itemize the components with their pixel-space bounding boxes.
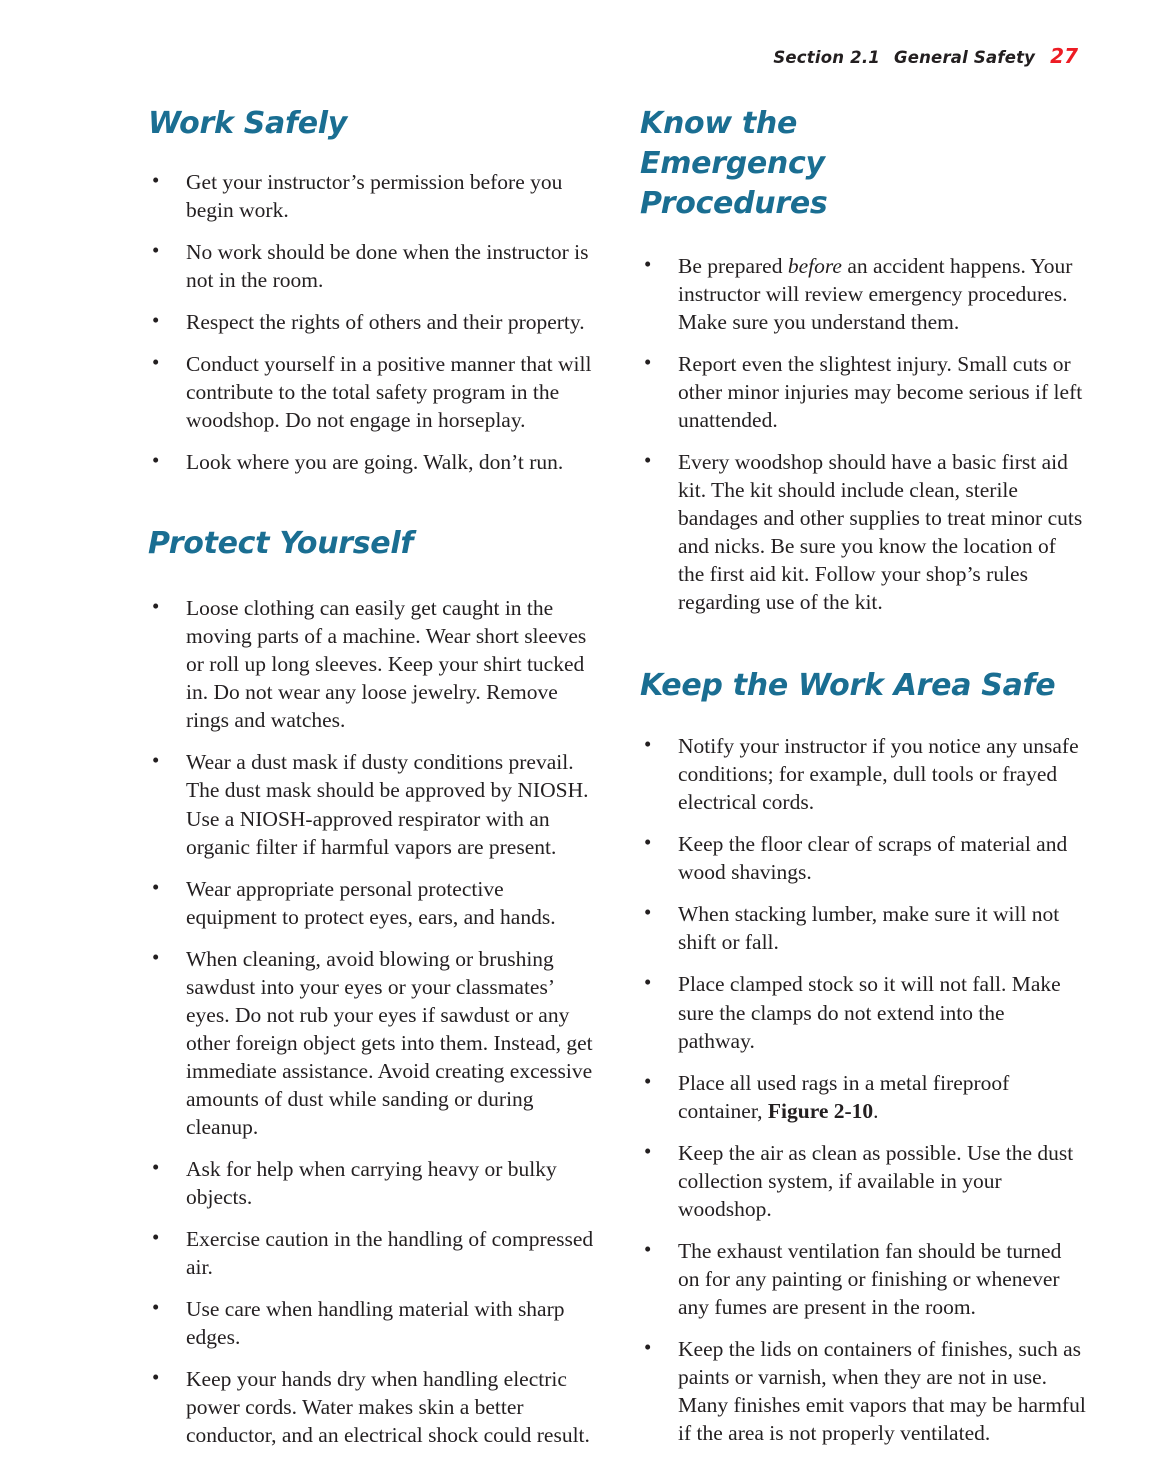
heading-know-emergency-procedures: Know the Emergency Procedures [640, 106, 828, 221]
bullet-text: Place clamped stock so it will not fall. Make sure the clamps do not extend into the pathway. [678, 972, 1061, 1053]
bullet-text: Loose clothing can easily get caught in the moving parts of a machine. Wear short sleeves or roll up long sleeves. Keep your shirt tucked in. Do not wear any loose jewelry. Remove rings and watches. [186, 596, 587, 733]
list-item [148, 875, 594, 931]
list-item [640, 900, 1086, 956]
bullet-text: Ask for help when carrying heavy or bulky objects. [186, 1157, 557, 1210]
section-protect-yourself [148, 524, 594, 1449]
list-item [640, 1139, 1086, 1223]
bullet-list-work-safely [148, 168, 594, 476]
list-item [148, 350, 594, 434]
bullet-text: Wear a dust mask if dusty conditions prevail. The dust mask should be approved by NIOSH. Use a NIOSH-approved respirator with an organic filter if harmful vapors are present. [186, 750, 589, 859]
list-item [148, 945, 594, 1141]
list-item [148, 1365, 594, 1449]
bullet-text: Place all used rags in a metal fireproof container, Figure 2-10. [678, 1070, 1010, 1123]
list-item [640, 1237, 1086, 1321]
heading-protect-yourself: Protect Yourself [148, 526, 414, 562]
list-item [640, 732, 1086, 816]
body-columns [148, 104, 1086, 1449]
bullet-text: Keep the lids on containers of finishes, such as paints or varnish, when they are not in use. Many finishes emit vapors that may be harmful if the area is not properly ventilated. [678, 1336, 1086, 1446]
bullet-text: Every woodshop should have a basic first aid kit. The kit should include clean, sterile bandages and other supplies to treat minor cuts and nicks. Be sure you know the location of the first aid kit. Follow your shop’s rules regarding use of the kit. [678, 449, 1083, 615]
section-keep-work-area-safe [640, 666, 1086, 1447]
bullet-text: Conduct yourself in a positive manner that will contribute to the total safety program in the woodshop. Do not engage in horseplay. [186, 352, 592, 433]
column-right [640, 104, 1086, 1449]
bullet-text: Exercise caution in the handling of compressed air. [186, 1227, 594, 1280]
list-item [148, 238, 594, 294]
list-item [640, 1069, 1086, 1125]
bullet-text: Get your instructor’s permission before you begin work. [186, 169, 563, 222]
bullet-text: The exhaust ventilation fan should be turned on for any painting or finishing or whenever any fumes are present in the room. [678, 1238, 1062, 1319]
column-left [148, 104, 594, 1449]
list-item [148, 1225, 594, 1281]
bullet-text: Report even the slightest injury. Small cuts or other minor injuries may become serious if left unattended. [678, 351, 1083, 432]
list-item [148, 168, 594, 224]
bullet-text: Be prepared before an accident happens. Your instructor will review emergency procedures. Make sure you understand them. [678, 253, 1073, 334]
bullet-text: Keep the floor clear of scraps of material and wood shavings. [678, 832, 1068, 885]
bullet-text: Keep the air as clean as possible. Use the dust collection system, if available in your woodshop. [678, 1140, 1074, 1221]
list-item [640, 970, 1086, 1054]
bullet-text: Notify your instructor if you notice any unsafe conditions; for example, dull tools or frayed electrical cords. [678, 734, 1079, 815]
heading-keep-work-area-safe: Keep the Work Area Safe [640, 668, 1056, 704]
running-head-title: General Safety [893, 48, 1036, 67]
page-number: 27 [1050, 44, 1078, 68]
list-item [640, 1335, 1086, 1447]
list-item [148, 1295, 594, 1351]
list-item [148, 308, 594, 336]
section-know-emergency-procedures [640, 104, 1086, 616]
list-item [640, 448, 1086, 616]
running-head [773, 44, 1078, 68]
list-item [148, 594, 594, 734]
bullet-text: Use care when handling material with sharp edges. [186, 1297, 565, 1350]
bullet-text: Wear appropriate personal protective equipment to protect eyes, ears, and hands. [186, 876, 556, 929]
heading-work-safely: Work Safely [148, 106, 348, 141]
bullet-text: When stacking lumber, make sure it will not shift or fall. [678, 902, 1060, 955]
bullet-text: No work should be done when the instructor is not in the room. [186, 239, 589, 293]
bullet-text: Look where you are going. Walk, don’t run. [186, 450, 564, 475]
list-item [148, 448, 594, 476]
list-item [640, 350, 1086, 434]
bullet-text: Respect the rights of others and their property. [186, 310, 585, 335]
list-item [640, 252, 1086, 336]
bullet-text: Keep your hands dry when handling electric power cords. Water makes skin a better conductor, and an electrical shock could result. [186, 1367, 590, 1448]
bullet-text: When cleaning, avoid blowing or brushing sawdust into your eyes or your classmates’ eyes. Do not rub your eyes if sawdust or any other foreign object gets into them. Instead, get immediate assistance. Avoid creating excessive amounts of dust while sanding or during cleanup. [186, 946, 593, 1139]
bullet-list-keep-work-area-safe [640, 732, 1086, 1447]
section-work-safely [148, 104, 594, 476]
list-item [148, 1155, 594, 1211]
list-item [640, 830, 1086, 886]
list-item [148, 748, 594, 860]
running-head-section: Section 2.1 [773, 48, 880, 67]
bullet-list-protect-yourself [148, 594, 594, 1449]
bullet-list-emergency-procedures [640, 252, 1086, 617]
